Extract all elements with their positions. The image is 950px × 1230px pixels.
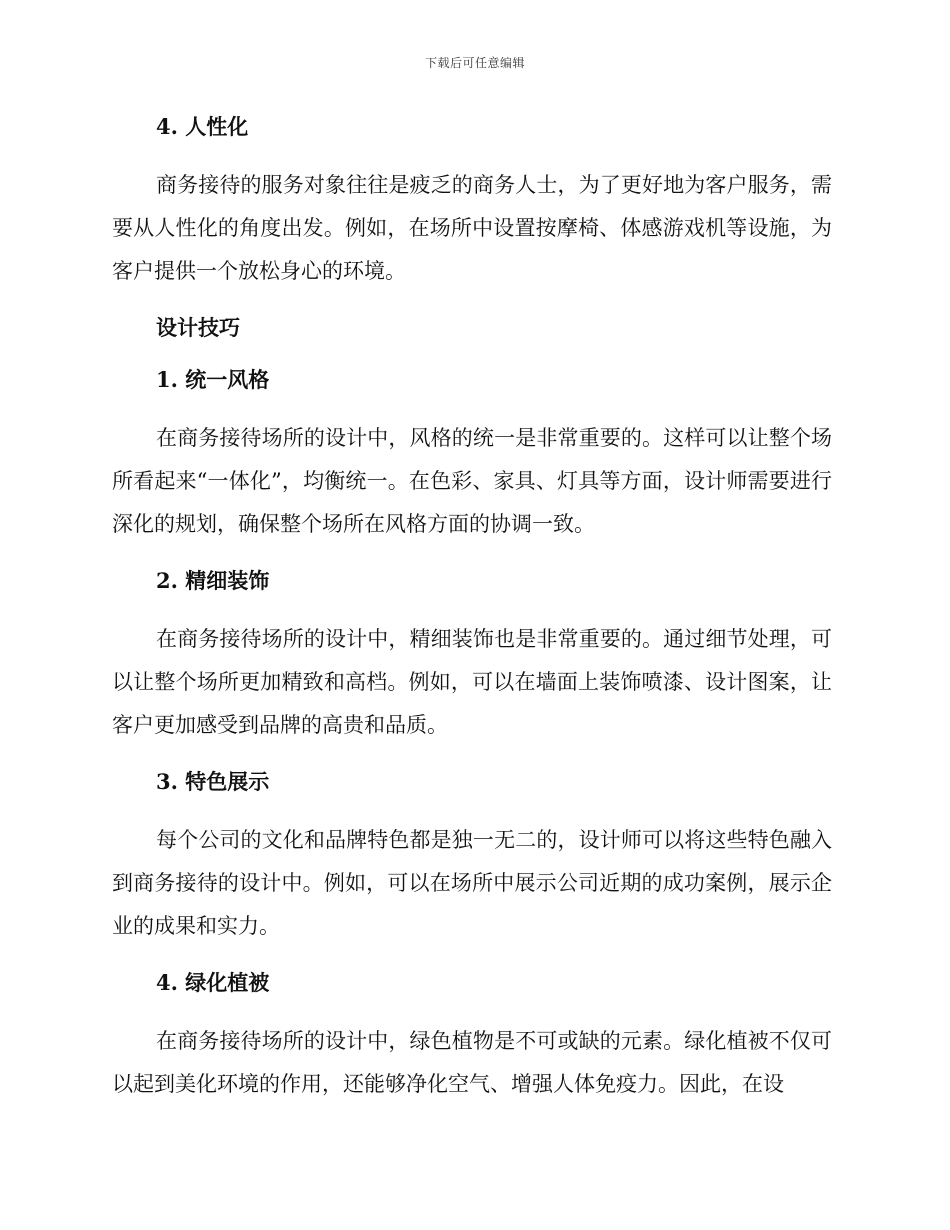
document-body (112, 112, 832, 1106)
tip-heading-feature-display: 3. 特色展示 (156, 769, 270, 794)
section-heading-design-tips: 设计技巧 (156, 315, 240, 340)
header-note: 下载后可任意编辑 (424, 56, 525, 70)
tip-heading-greenery: 4. 绿化植被 (156, 970, 270, 995)
paragraph-unified-style: 在商务接待场所的设计中，风格的统一是非常重要的。这样可以让整个场所看起来“一体化”，均衡统一。在色彩、家具、灯具等方面，设计师需要进行深化的规划，确保整个场所在风格方面的协调一致。 (112, 426, 832, 536)
paragraph-fine-decoration: 在商务接待场所的设计中，精细装饰也是非常重要的。通过细节处理，可以让整个场所更加精致和高档。例如，可以在墙面上装饰喷漆、设计图案，让客户更加感受到品牌的高贵和品质。 (112, 627, 832, 737)
tip-heading-unified-style: 1. 统一风格 (156, 367, 270, 392)
paragraph-greenery: 在商务接待场所的设计中，绿色植物是不可或缺的元素。绿化植被不仅可以起到美化环境的作用，还能够净化空气、增强人体免疫力。因此，在设 (112, 1029, 832, 1096)
paragraph-feature-display: 每个公司的文化和品牌特色都是独一无二的，设计师可以将这些特色融入到商务接待的设计中。例如，可以在场所中展示公司近期的成功案例，展示企业的成果和实力。 (112, 828, 832, 938)
paragraph-humanization: 商务接待的服务对象往往是疲乏的商务人士，为了更好地为客户服务，需要从人性化的角度出发。例如，在场所中设置按摩椅、体感游戏机等设施，为客户提供一个放松身心的环境。 (112, 173, 832, 283)
tip-heading-fine-decoration: 2. 精细装饰 (156, 568, 270, 593)
section-heading-humanization: 4. 人性化 (156, 114, 249, 139)
